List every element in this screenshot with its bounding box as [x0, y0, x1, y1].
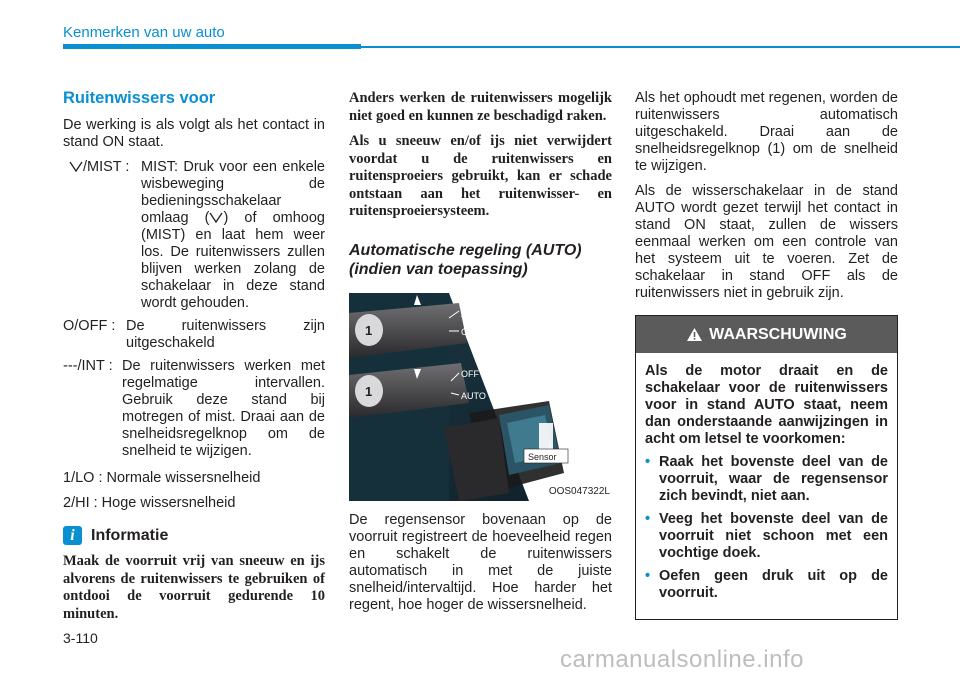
column-2 [349, 90, 612, 622]
info-title: Informatie [91, 527, 169, 544]
off-definition [63, 318, 325, 352]
info-icon: i [63, 526, 82, 545]
fig-knob-number-1: 1 [365, 322, 373, 338]
warning-box [635, 315, 898, 620]
mist-def-part-b: ) of omhoog (MIST) en laat hem weer los. De ruitenwissers zullen blijven werken zolang de schakelaar in deze stand wordt gehouden. [141, 210, 325, 311]
chevron-down-icon [209, 211, 223, 223]
off-term: O/OFF : [63, 318, 116, 334]
mist-term-label: /MIST : [83, 159, 130, 175]
warning-bullet-2: • Veeg het bovenste deel van de voorruit niet schoon met een vochtige doek. [645, 511, 888, 562]
fig-label-auto-bottom: AUTO [461, 390, 486, 401]
page-number: 3-110 [63, 630, 98, 646]
mist-definition [63, 159, 325, 312]
col2-para-1: Anders werken de ruitenwissers mogelijk niet goed en kunnen ze beschadigd raken. [349, 90, 612, 124]
warning-header [636, 316, 897, 353]
section-title: Ruitenwissers voor [63, 89, 216, 107]
int-term: ---/INT : [63, 358, 113, 374]
hi-text: 2/HI : Hoge wissersnelheid [63, 495, 236, 511]
mist-def [141, 159, 325, 312]
warning-intro: Als de motor draait en de schakelaar voor de ruitenwissers voor in stand AUTO staat, neem dan onderstaande aanwijzingen in acht om letsel te voorkomen: [645, 363, 888, 447]
section-header: Kenmerken van uw auto [63, 24, 225, 41]
warning-triangle-icon [686, 327, 703, 342]
warning-bullet-3: • Oefen geen druk uit op de voorruit. [645, 568, 888, 602]
warning-title: WAARSCHUWING [709, 325, 847, 343]
off-def: De ruitenwissers zijn uitgeschakeld [126, 318, 325, 351]
fig-label-auto-top: AUTO [461, 308, 486, 319]
col2-para-3: De regensensor bovenaan op de voorruit registreert de hoeveelheid regen en schakelt de ruitenwissers automatisch in met de juiste snelheid/intervaltijd. Hoe harder het regent, hoe hoger de wissersnelheid. [349, 511, 612, 613]
fig-label-o: O [461, 326, 469, 337]
chevron-down-icon [69, 160, 83, 172]
fig-sensor-label: Sensor [528, 451, 557, 462]
lo-text: 1/LO : Normale wissersnelheid [63, 470, 261, 486]
fig-label-off: OFF [461, 368, 479, 379]
wiper-illustration [349, 293, 612, 501]
warning-bullet-1: • Raak het bovenste deel van de voorruit, waar de regensensor zich bevindt, niet aan. [645, 454, 888, 505]
mist-def-part-a: MIST: Druk voor een enkele wisbeweging de bedieningsschakelaar omlaag ( [141, 159, 325, 226]
intro-text: De werking is als volgt als het contact in stand ON staat. [63, 117, 325, 150]
col3-para-1: Als het ophoudt met regenen, worden de ruitenwissers automatisch uitgeschakeld. Draai aan de snelheidsregelknop (1) om de snelheid te wijzigen. [635, 90, 898, 174]
col3-para-2: Als de wisserschakelaar in de stand AUTO wordt gezet terwijl het contact in stand ON staat, zullen de wissers eenmaal werken om een controle van het systeem uit te voeren. Zet de schakelaar in stand OFF als de ruitenwissers niet in gebruik zijn. [635, 183, 898, 301]
int-def: De ruitenwissers werken met regelmatige intervallen. Gebruik deze stand bij motregen of mist. Draai aan de snelheidsregelknop om de snelheid te wijzigen. [122, 358, 325, 459]
header-rule-thick [63, 44, 361, 49]
figure-code: OOS047322L [549, 483, 610, 500]
header-rule-thin [361, 46, 960, 48]
subsection-title: Automatische regeling (AUTO) (indien van toepassing) [349, 241, 582, 278]
mist-term [69, 159, 129, 176]
int-definition [63, 358, 325, 460]
warning-body [636, 353, 897, 602]
fig-knob-number-2: 1 [365, 383, 373, 399]
col2-para-2: Als u sneeuw en/of ijs niet verwijdert voordat u de ruitenwissers en ruitensproeiers gebruikt, kan er schade ontstaan aan het ruitenwisser- en ruitensproeiersysteem. [349, 133, 612, 219]
info-heading [63, 526, 325, 545]
watermark: carmanualsonline.info [560, 646, 804, 673]
wiper-switch-figure [349, 293, 612, 501]
info-text: Maak de voorruit vrij van sneeuw en ijs alvorens de ruitenwissers te gebruiken of ontdooi de voorruit gedurende 10 minuten. [63, 553, 325, 622]
column-1 [63, 90, 325, 631]
column-3 [635, 90, 898, 310]
